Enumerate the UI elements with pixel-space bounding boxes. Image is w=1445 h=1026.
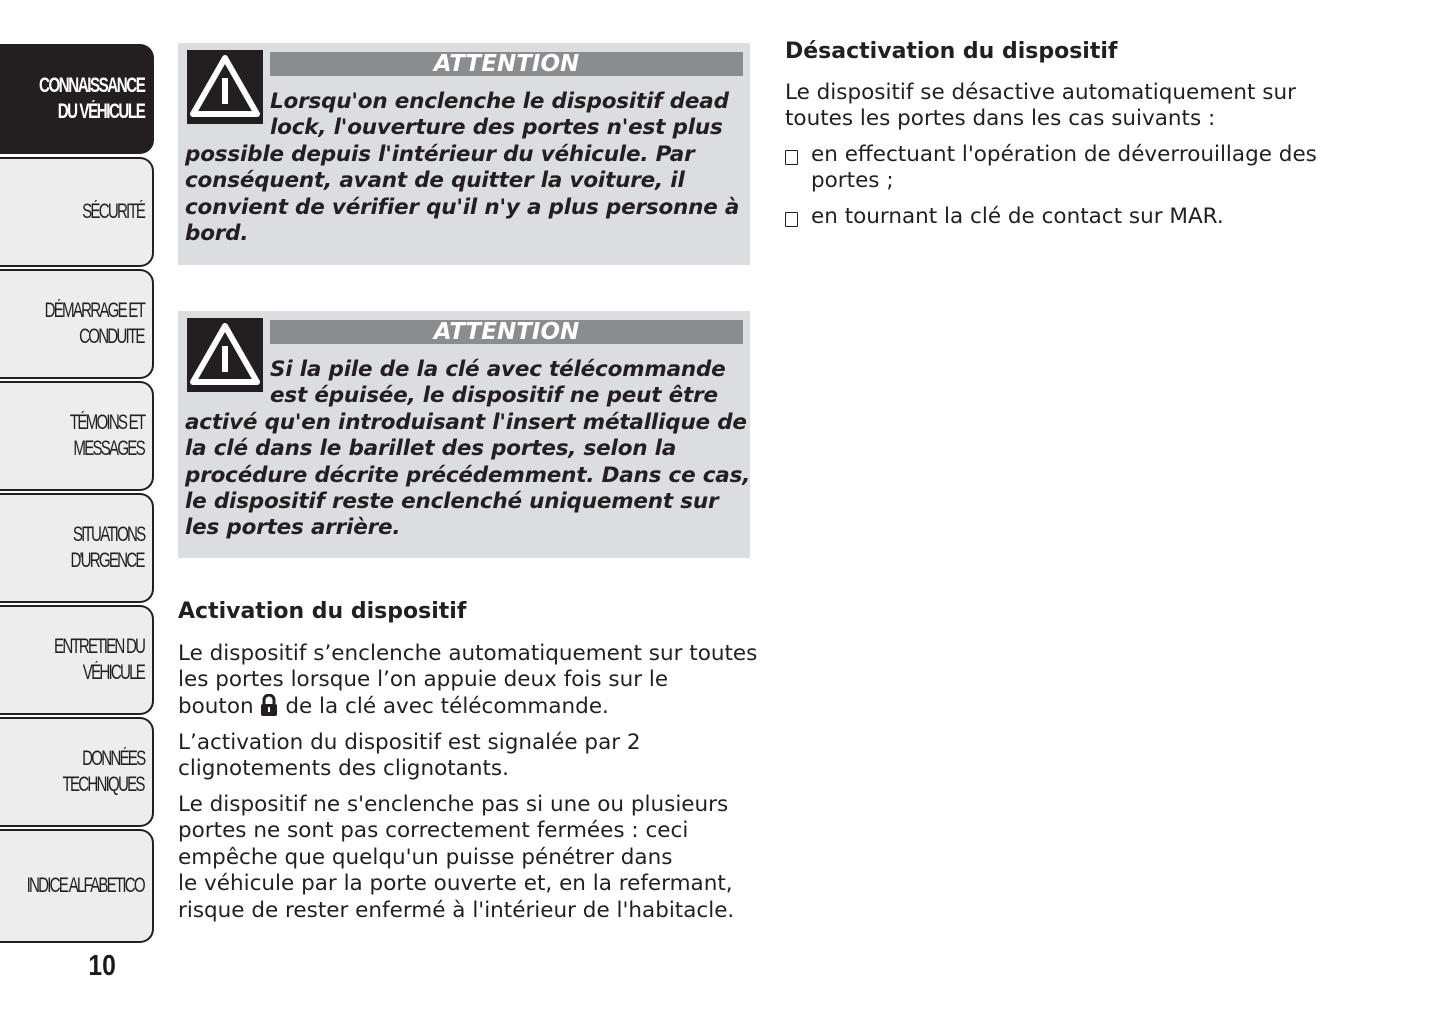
checkbox-bullet-icon bbox=[785, 150, 798, 165]
text-line: le véhicule par la porte ouverte et, en la refermant, bbox=[178, 871, 733, 897]
checkbox-bullet-icon bbox=[785, 212, 798, 227]
warning-title: ATTENTION bbox=[270, 52, 743, 76]
chapter-tab[interactable] bbox=[0, 493, 154, 603]
chapter-tab[interactable] bbox=[0, 269, 154, 379]
text-line: les portes arrière. bbox=[185, 515, 401, 541]
warning-box-dead-lock bbox=[178, 43, 750, 265]
chapter-tab[interactable] bbox=[0, 157, 154, 267]
activation-paragraph-2 bbox=[178, 730, 641, 783]
text-line: portes ; bbox=[811, 168, 894, 194]
chapter-tab-label: CONDUITE bbox=[79, 325, 144, 348]
text-fragment: de la clé avec télécommande. bbox=[285, 693, 609, 719]
chapter-tab-label: DONNÉES bbox=[81, 747, 144, 770]
text-line: procédure décrite précédemment. Dans ce cas, bbox=[185, 462, 751, 488]
text-line: en tournant la clé de contact sur MAR. bbox=[811, 204, 1224, 229]
text-line: Lorsqu'on enclenche le dispositif dead bbox=[270, 89, 729, 114]
activation-heading: Activation du dispositif bbox=[178, 599, 467, 624]
text-line: toutes les portes dans les cas suivants : bbox=[785, 106, 1216, 132]
activation-paragraph-1 bbox=[178, 641, 757, 723]
bullet-item bbox=[783, 204, 1224, 230]
text-line: en effectuant l'opération de déverrouillage des bbox=[811, 142, 1317, 167]
activation-paragraph-3 bbox=[178, 792, 734, 924]
text-fragment: bouton bbox=[178, 693, 254, 719]
bullet-item bbox=[783, 142, 1317, 195]
chapter-tab[interactable] bbox=[0, 381, 154, 491]
deactivation-paragraph bbox=[785, 80, 1296, 133]
text-line: Le dispositif ne s'enclenche pas si une ou plusieurs bbox=[178, 792, 729, 817]
warning-box-battery bbox=[178, 311, 750, 558]
text-line: clignotements des clignotants. bbox=[178, 756, 509, 782]
text-line: Si la pile de la clé avec télécommande bbox=[270, 357, 726, 382]
text-line: lock, l'ouverture des portes n'est plus bbox=[270, 115, 723, 141]
text-line: bord. bbox=[185, 221, 249, 247]
warning-text bbox=[185, 89, 739, 247]
page-number: 10 bbox=[88, 950, 116, 982]
text-line: les portes lorsque l’on appuie deux fois sur le bbox=[178, 667, 669, 693]
chapter-tab[interactable] bbox=[0, 605, 154, 715]
deactivation-heading: Désactivation du dispositif bbox=[785, 39, 1118, 64]
text-line: est épuisée, le dispositif ne peut être bbox=[270, 383, 718, 409]
chapter-tab-label: VÉHICULE bbox=[82, 661, 144, 684]
chapter-tab-label: CONNAISSANCE bbox=[38, 74, 144, 97]
chapter-tab-label: DU VÉHICULE bbox=[57, 100, 144, 123]
chapter-tab-label: MESSAGES bbox=[73, 437, 144, 460]
chapter-tab-label: SÉCURITÉ bbox=[81, 200, 144, 223]
lock-icon bbox=[260, 694, 278, 723]
chapter-tab-label: TECHNIQUES bbox=[62, 773, 144, 796]
chapter-tab[interactable] bbox=[0, 829, 154, 943]
text-line: convient de vérifier qu'il n'y a plus personne à bbox=[185, 194, 740, 220]
chapter-tab[interactable] bbox=[0, 44, 154, 154]
text-line: le dispositif reste enclenché uniquement sur bbox=[185, 489, 719, 515]
text-line: Le dispositif se désactive automatiquement sur bbox=[785, 80, 1296, 105]
text-line: empêche que quelqu'un puisse pénétrer dans bbox=[178, 844, 673, 870]
text-line: la clé dans le barillet des portes, selon la bbox=[185, 436, 677, 462]
chapter-tab[interactable] bbox=[0, 717, 154, 827]
chapter-tab-label: D'URGENCE bbox=[70, 549, 144, 572]
warning-title: ATTENTION bbox=[270, 320, 743, 344]
text-line: risque de rester enfermé à l'intérieur de l'habitacle. bbox=[178, 897, 735, 923]
chapter-tab-label: TÉMOINS ET bbox=[69, 411, 144, 434]
text-line: Le dispositif s’enclenche automatiquement sur toutes bbox=[178, 641, 758, 666]
warning-text bbox=[185, 357, 750, 542]
chapter-tab-label: SITUATIONS bbox=[72, 523, 144, 546]
text-line: activé qu'en introduisant l'insert métallique de bbox=[185, 409, 747, 435]
text-line: L’activation du dispositif est signalée par 2 bbox=[178, 730, 641, 755]
text-line: possible depuis l'intérieur du véhicule. Par bbox=[185, 141, 695, 167]
text-line bbox=[178, 694, 757, 723]
text-line: portes ne sont pas correctement fermées : ceci bbox=[178, 818, 689, 844]
chapter-tab-label: INDICE ALFABETICO bbox=[26, 874, 144, 897]
chapter-tab-label: DÉMARRAGE ET bbox=[44, 299, 144, 322]
text-line: conséquent, avant de quitter la voiture, il bbox=[185, 168, 685, 194]
chapter-tab-label: ENTRETIEN DU bbox=[53, 635, 144, 658]
